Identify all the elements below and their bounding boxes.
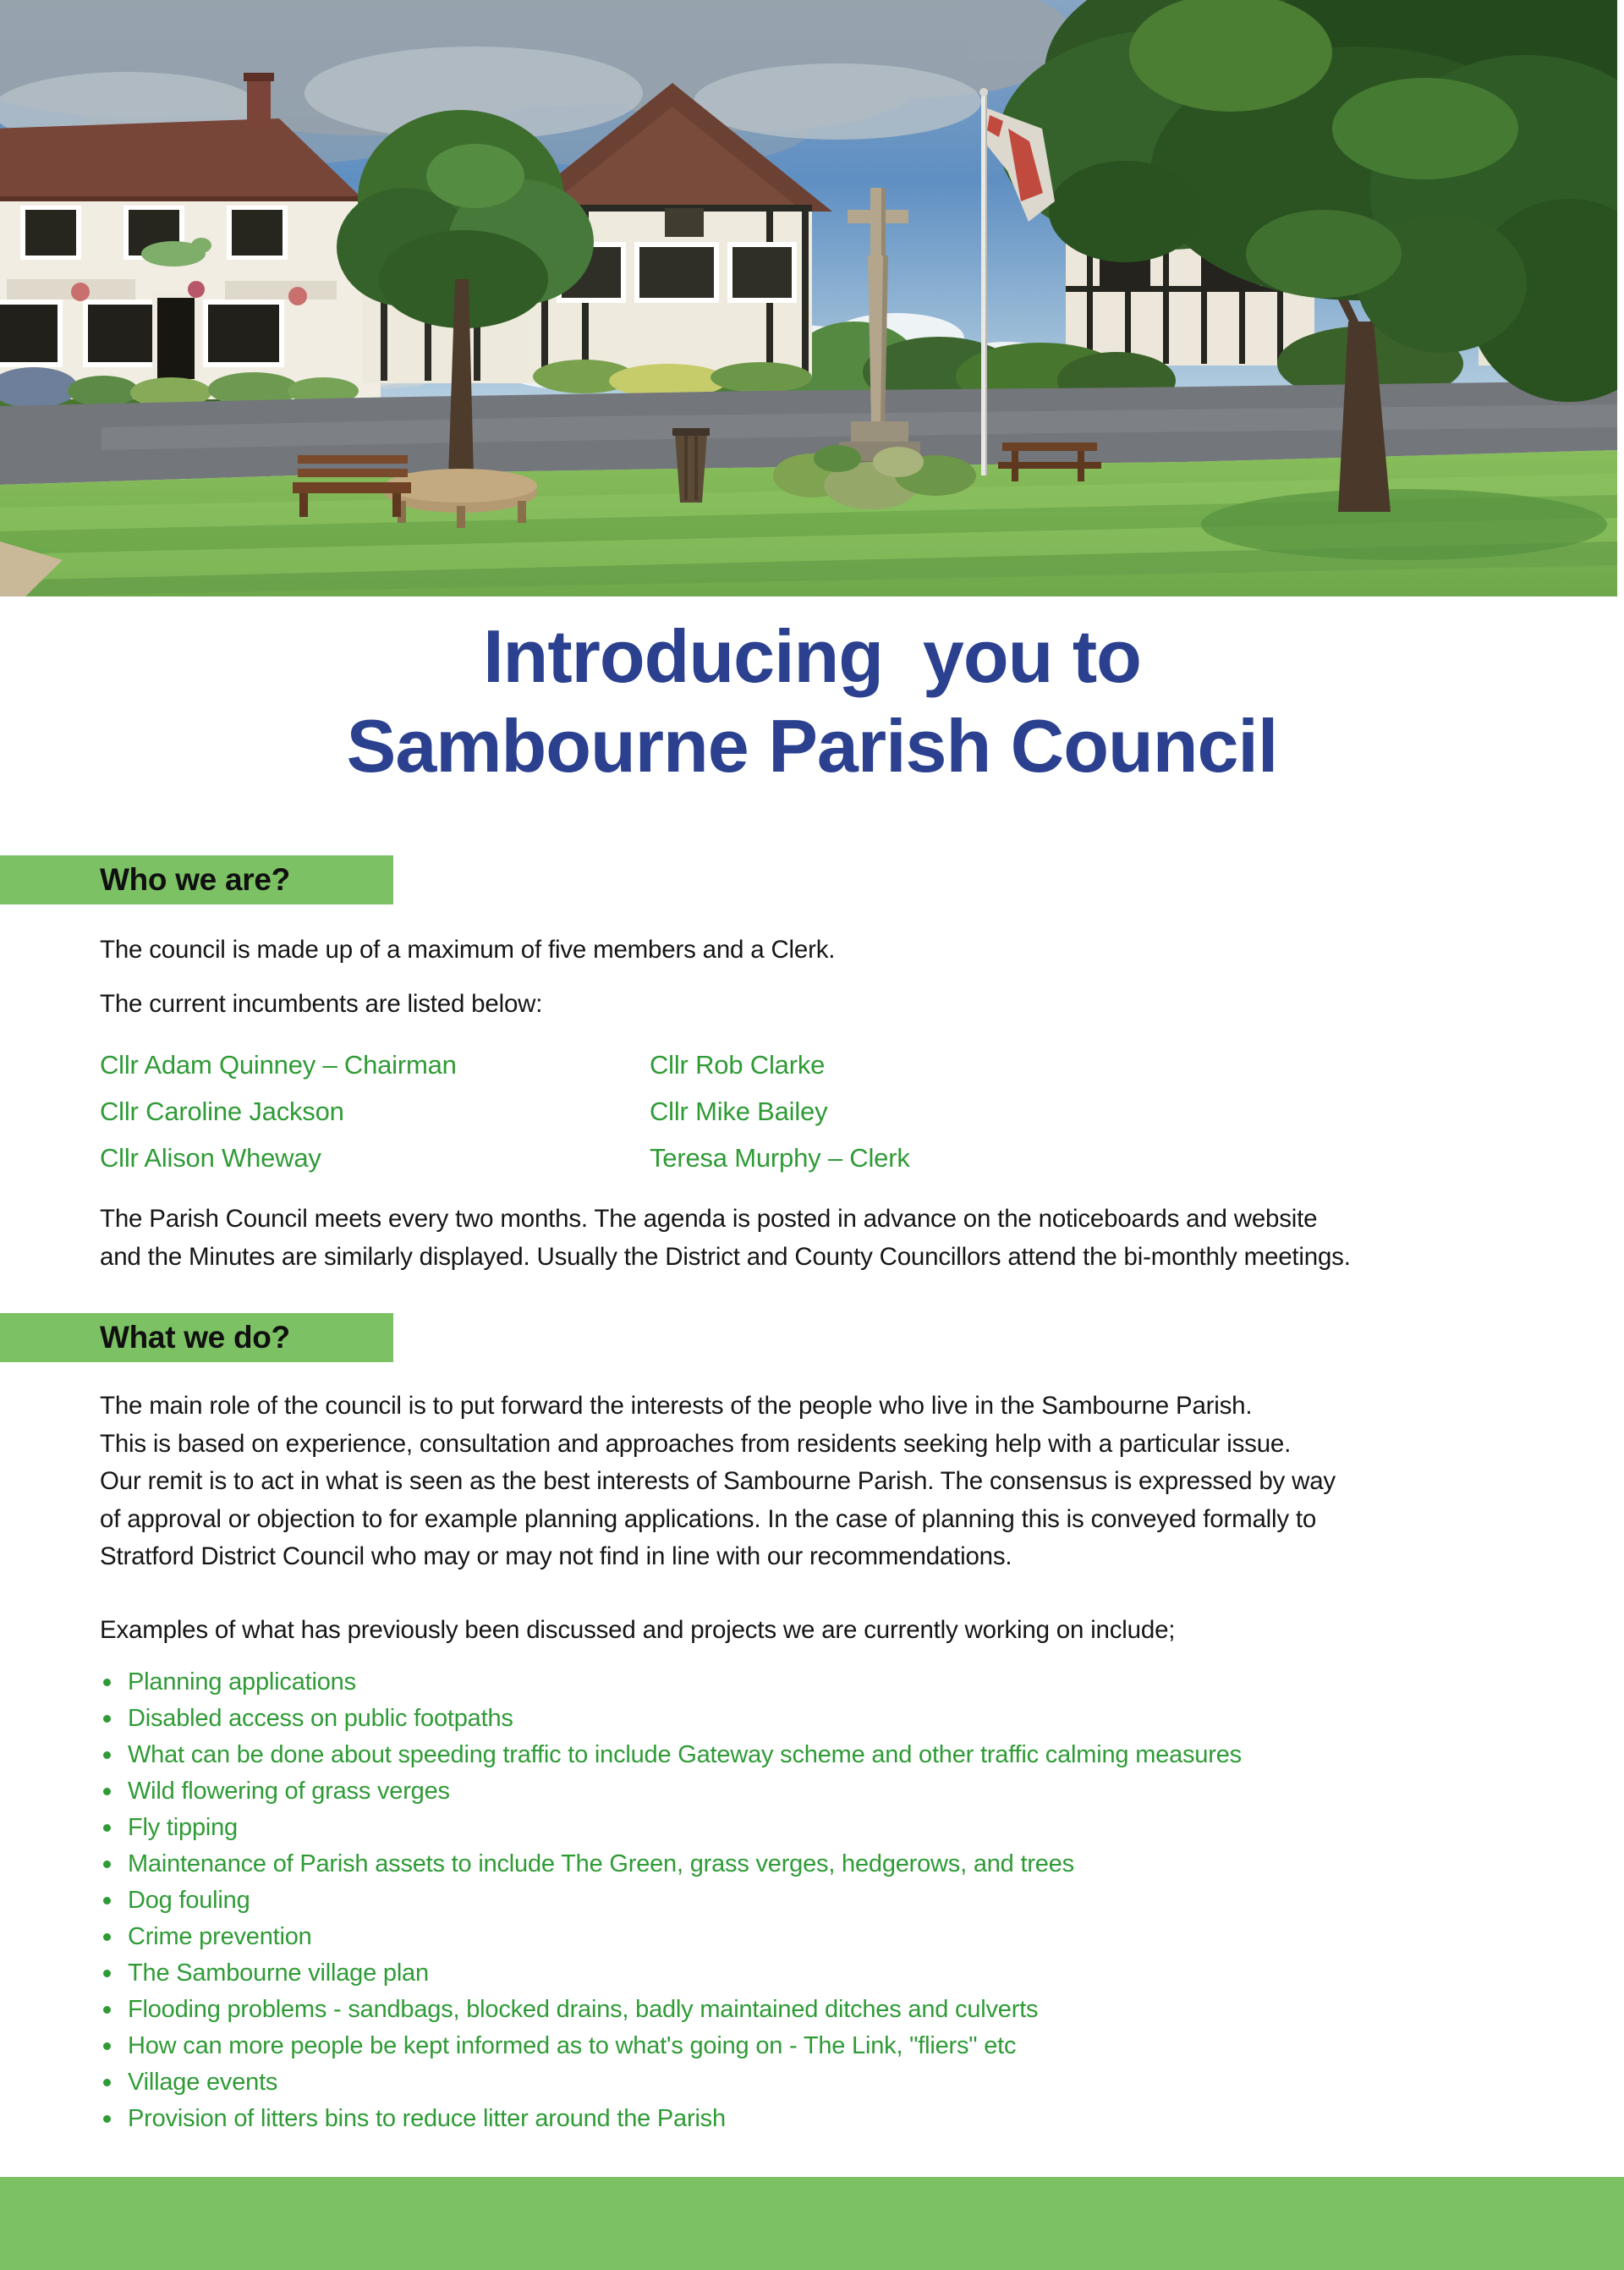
- page-title-line2: Sambourne Parish Council: [346, 704, 1278, 788]
- body-text-line: Stratford District Council who may or may not find in line with our recommendations.: [100, 1542, 1012, 1570]
- examples-item-text: Fly tipping: [128, 1813, 238, 1841]
- council-member-name: Cllr Adam Quinney – Chairman: [100, 1050, 457, 1080]
- bullet-dot-icon: [103, 1788, 111, 1795]
- section-heading-who-we-are: Who we are?: [100, 862, 290, 897]
- bullet-dot-icon: [103, 1679, 111, 1686]
- bullet-dot-icon: [103, 1861, 111, 1868]
- council-member-name: Cllr Mike Bailey: [650, 1097, 828, 1126]
- examples-item-text: Crime prevention: [128, 1922, 312, 1950]
- bullet-dot-icon: [103, 2042, 111, 2050]
- body-text-line: The main role of the council is to put forward the interests of the people who live in the Sambourne Parish.: [100, 1392, 1253, 1420]
- intro-text-line: The current incumbents are listed below:: [100, 990, 543, 1018]
- examples-list-item: [103, 1919, 1573, 1955]
- examples-intro: Examples of what has previously been discussed and projects we are currently working on include;: [100, 1615, 1176, 1644]
- what-we-do-body: [100, 1388, 1573, 1576]
- bullet-dot-icon: [103, 1897, 111, 1904]
- village-green-photo: [0, 0, 1617, 596]
- examples-item-text: What can be done about speeding traffic to include Gateway scheme and other traffic calming measures: [128, 1740, 1242, 1768]
- examples-item-text: Wild flowering of grass verges: [128, 1777, 450, 1805]
- who-we-are-intro: [100, 933, 1573, 1021]
- examples-list-item: [103, 2028, 1573, 2064]
- examples-item-text: Provision of litters bins to reduce litter around the Parish: [128, 2104, 726, 2132]
- council-members-column1: [100, 1042, 650, 1181]
- bullet-dot-icon: [103, 1824, 111, 1832]
- examples-list-item: [103, 2064, 1573, 2101]
- bullet-dot-icon: [103, 1970, 111, 1977]
- examples-item-text: How can more people be kept informed as to what's going on - The Link, "fliers" etc: [128, 2031, 1017, 2059]
- council-member-name: Cllr Caroline Jackson: [100, 1097, 344, 1126]
- bullet-dot-icon: [103, 2079, 111, 2086]
- meeting-text-line: The Parish Council meets every two months. The agenda is posted in advance on the noticeboards and website: [100, 1205, 1318, 1233]
- examples-list-item: [103, 1992, 1573, 2028]
- page-title-line1: Introducing you to: [483, 614, 1141, 698]
- section-heading-what-we-do: What we do?: [100, 1320, 290, 1355]
- bullet-dot-icon: [103, 1933, 111, 1941]
- body-text-line: of approval or objection to for example planning applications. In the case of planning this is conveyed formally to: [100, 1504, 1317, 1533]
- examples-item-text: Planning applications: [128, 1668, 356, 1696]
- examples-item-text: Dog fouling: [128, 1886, 250, 1914]
- council-members: [100, 1042, 1573, 1181]
- examples-item-text: Village events: [128, 2068, 278, 2096]
- examples-list-item: [103, 1955, 1573, 1992]
- meeting-text-line: and the Minutes are similarly displayed. Usually the District and County Councillors attend the bi-monthly meetings.: [100, 1243, 1351, 1271]
- examples-list-item: [103, 1664, 1573, 1701]
- council-member-name: Cllr Rob Clarke: [650, 1050, 826, 1080]
- section-heading-band-what-we-do: [0, 1313, 393, 1362]
- section-heading-band-who-we-are: [0, 855, 393, 904]
- bullet-dot-icon: [103, 1751, 111, 1759]
- council-member-name: Teresa Murphy – Clerk: [650, 1143, 910, 1173]
- examples-list-item: [103, 1810, 1573, 1846]
- body-text-line: Our remit is to act in what is seen as the best interests of Sambourne Parish. The consensus is expressed by way: [100, 1467, 1336, 1495]
- examples-item-text: Disabled access on public footpaths: [128, 1704, 513, 1732]
- examples-list-item: [103, 1701, 1573, 1737]
- examples-list-item: [103, 1737, 1573, 1773]
- bullet-dot-icon: [103, 1715, 111, 1723]
- page-title: [0, 612, 1624, 791]
- examples-item-text: Maintenance of Parish assets to include The Green, grass verges, hedgerows, and trees: [128, 1850, 1074, 1877]
- bullet-dot-icon: [103, 2006, 111, 2014]
- examples-list-item: [103, 2101, 1573, 2137]
- bullet-dot-icon: [103, 2115, 111, 2123]
- examples-item-text: Flooding problems - sandbags, blocked drains, badly maintained ditches and culverts: [128, 1995, 1039, 2023]
- examples-list: [100, 1664, 1573, 2137]
- examples-list-item: [103, 1846, 1573, 1883]
- council-member-name: Cllr Alison Wheway: [100, 1143, 321, 1173]
- intro-text-line: The council is made up of a maximum of five members and a Clerk.: [100, 936, 836, 964]
- council-members-column2: [650, 1042, 910, 1181]
- body-text-line: This is based on experience, consultation and approaches from residents seeking help with a particular issue.: [100, 1429, 1292, 1458]
- examples-item-text: The Sambourne village plan: [128, 1959, 429, 1987]
- examples-list-item: [103, 1883, 1573, 1919]
- examples-list-item: [103, 1773, 1573, 1810]
- meeting-info: [100, 1200, 1573, 1276]
- footer-band: [0, 2177, 1624, 2270]
